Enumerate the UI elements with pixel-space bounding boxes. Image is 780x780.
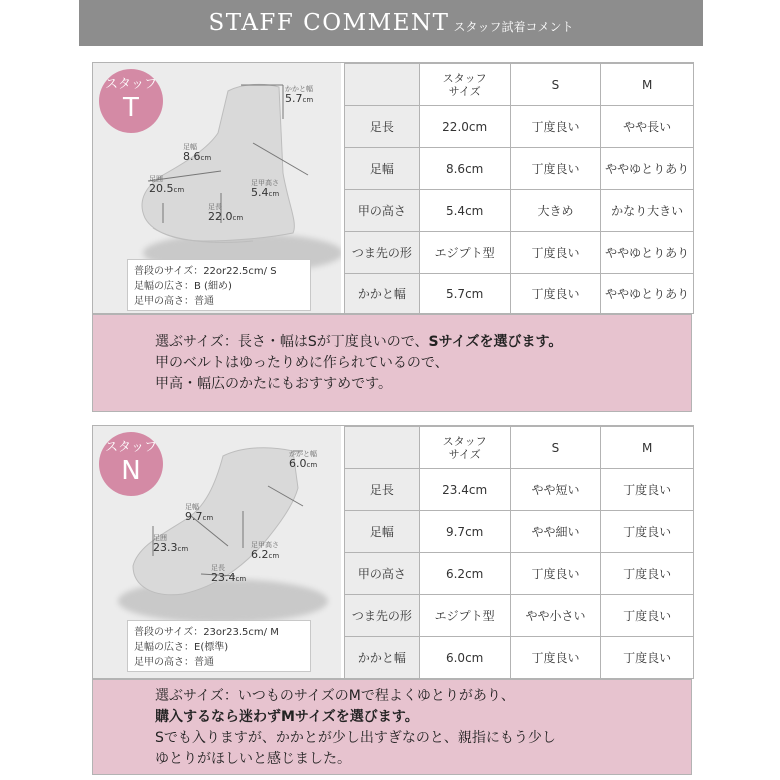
comment-line: 甲高・幅広のかたにもおすすめです。 xyxy=(155,376,393,392)
staff-badge xyxy=(99,69,163,133)
foot-illustration-area xyxy=(93,63,341,313)
header-subtitle: スタッフ試着コメント xyxy=(453,19,574,34)
comment-line: ゆとりがほしいと感じました。 xyxy=(155,751,351,767)
table-row: つま先の形 エジプト型 やや小さい 丁度良い xyxy=(345,595,694,637)
table-row: 甲の高さ 5.4cm 大きめ かなり大きい xyxy=(345,190,694,232)
foot-width-measure: 足幅 8.6cm xyxy=(183,143,212,163)
table-header-row: スタッフ サイズ S M xyxy=(345,64,694,106)
table-row: つま先の形 エジプト型 丁度良い ややゆとりあり xyxy=(345,232,694,274)
staff-panel-t xyxy=(92,62,694,314)
table-row: 甲の高さ 6.2cm 丁度良い 丁度良い xyxy=(345,553,694,595)
usual-size-info: 普段のサイズ：22or22.5cm/ S 足幅の広さ：B (細め) 足甲の高さ：普通 xyxy=(127,259,311,311)
badge-label: スタッフ xyxy=(104,77,157,92)
header-title: STAFF COMMENT xyxy=(208,10,450,36)
staff-comment-t xyxy=(92,314,692,412)
size-table xyxy=(344,63,694,314)
usual-size-info: 普段のサイズ：23or23.5cm/ M 足幅の広さ：E(標準) 足甲の高さ：普通 xyxy=(127,620,311,672)
table-row: 足幅 9.7cm やや細い 丁度良い xyxy=(345,511,694,553)
comment-line: 選ぶサイズ：いつものサイズのMで程よくゆとりがあり、 xyxy=(155,688,515,704)
badge-label: スタッフ xyxy=(104,440,157,455)
size-table xyxy=(344,426,694,679)
staff-comment-n xyxy=(92,679,692,775)
comment-line: 購入するなら迷わずMサイズを選びます。 xyxy=(155,709,419,725)
badge-letter: T xyxy=(123,93,139,123)
heel-width-measure: かかと幅 6.0cm xyxy=(289,450,318,470)
staff-panel-n xyxy=(92,425,694,679)
foot-width-measure: 足幅 9.7cm xyxy=(185,503,214,523)
comment-line: 選ぶサイズ：長さ・幅はSが丁度良いので、Sサイズを選びます。 xyxy=(155,334,563,350)
foot-circ-measure: 足囲 23.3cm xyxy=(153,534,189,554)
foot-circ-measure: 足囲 20.5cm xyxy=(149,175,185,195)
comment-line: Sでも入りますが、かかとが少し出すぎなのと、親指にもう少し xyxy=(155,730,556,746)
badge-letter: N xyxy=(121,456,141,486)
instep-height-measure: 足甲高さ 6.2cm xyxy=(251,541,280,561)
staff-badge xyxy=(99,432,163,496)
foot-length-measure: 足長 22.0cm xyxy=(208,203,244,223)
table-row: 足幅 8.6cm 丁度良い ややゆとりあり xyxy=(345,148,694,190)
table-row: かかと幅 5.7cm 丁度良い ややゆとりあり xyxy=(345,274,694,314)
heel-width-measure: かかと幅 5.7cm xyxy=(285,85,314,105)
table-row: かかと幅 6.0cm 丁度良い 丁度良い xyxy=(345,637,694,679)
instep-height-measure: 足甲高さ 5.4cm xyxy=(251,179,280,199)
table-header-row: スタッフ サイズ S M xyxy=(345,427,694,469)
table-row: 足長 22.0cm 丁度良い やや長い xyxy=(345,106,694,148)
foot-length-measure: 足長 23.4cm xyxy=(211,564,247,584)
foot-illustration-area xyxy=(93,426,341,678)
comment-line: 甲のベルトはゆったりめに作られているので、 xyxy=(155,355,449,371)
page-header xyxy=(79,0,703,46)
table-row: 足長 23.4cm やや短い 丁度良い xyxy=(345,469,694,511)
